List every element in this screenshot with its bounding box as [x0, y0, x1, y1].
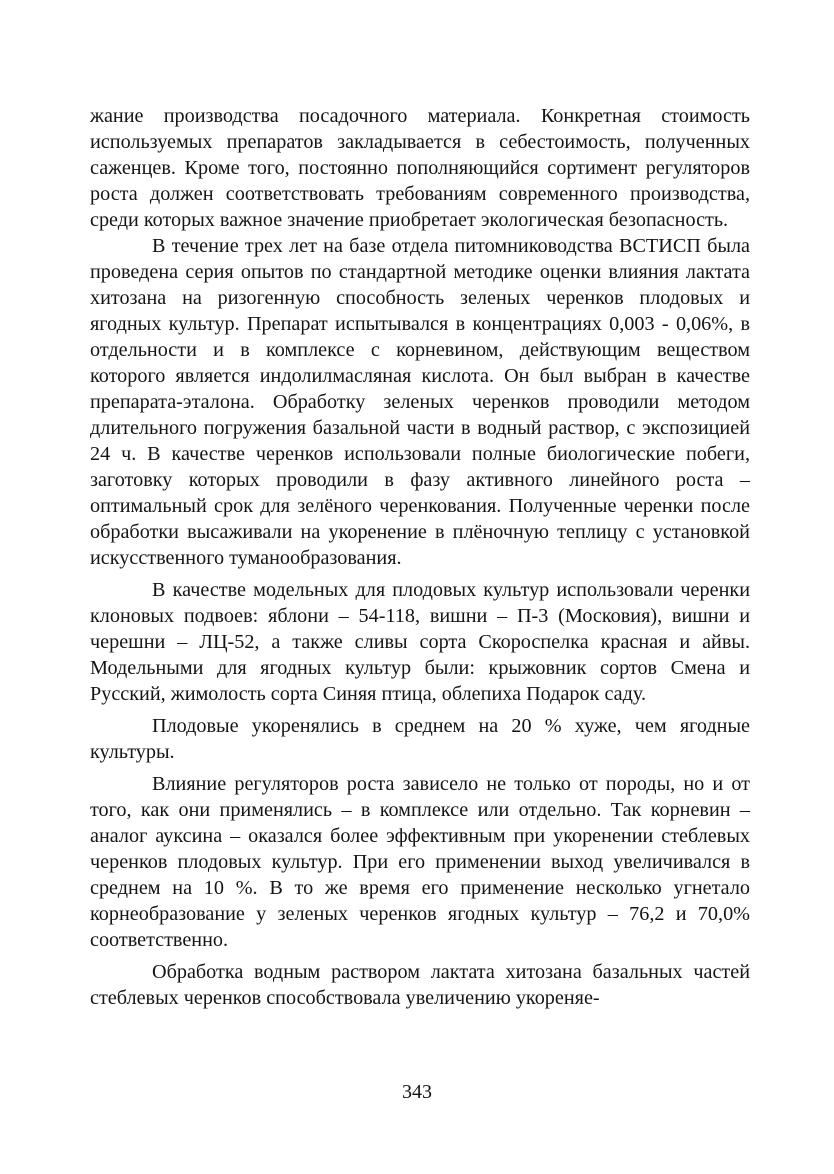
paragraph-growth-regulators: Влияние регуляторов роста зависело не только от породы, но и от того, как они применялись – в комплексе или отдельно. Так корневин – аналог ауксина – оказался более эффективным при укоренении стеблевых черенков плодовых культур. При его применении выход увеличивался в среднем на 10 %. В то же время его применение несколько угнетало корнеобразование у зеленых черенков ягодных культур – 76,2 и 70,0% соответственно.: [90, 773, 750, 951]
paragraph-continuation: жание производства посадочного материала. Конкретная стоимость используемых препаратов закладывается в себестоимость, полученных саженцев. Кроме того, постоянно пополняющийся сортимент регуляторов роста должен соответствовать требованиям современного производства, среди которых важное значение приобретает экологическая безопасность.: [90, 105, 750, 231]
paragraph-experiment-methods: В течение трех лет на базе отдела питомниководства ВСТИСП была проведена серия опытов по стандартной методике оценки влияния лактата хитозана на ризогенную способность зеленых черенков плодовых и ягодных культур. Препарат испытывался в концентрациях 0,003 - 0,06%, в отдельности и в комплексе с корневином, действующим веществом которого является индолилмасляная кислота. Он был выбран в качестве препарата-эталона. Обработку зеленых черенков проводили методом длительного погружения базальной части в водный раствор, с экспозицией 24 ч. В качестве черенков использовали полные биологические побеги, заготовку которых проводили в фазу активного линейного роста – оптимальный срок для зелёного черенкования. Полученные черенки после обработки высаживали на укоренение в плёночную теплицу с установкой искусственного туманообразования.: [90, 235, 750, 569]
paragraph-chitosan-treatment: Обработка водным раствором лактата хитозана базальных частей стеблевых черенков способствовала увеличению укореняе-: [90, 961, 750, 1009]
paragraph-model-cultures: В качестве модельных для плодовых культур использовали черенки клоновых подвоев: яблони – 54-118, вишни – П-3 (Московия), вишни и черешни – ЛЦ-52, а также сливы сорта Скороспелка красная и айвы. Модельными для ягодных культур были: крыжовник сортов Смена и Русский, жимолость сорта Синяя птица, облепиха Подарок саду.: [90, 579, 750, 705]
paragraph-rooting-comparison: Плодовые укоренялись в среднем на 20 % хуже, чем ягодные культуры.: [90, 715, 750, 763]
body-text: [90, 103, 750, 1011]
page-number: 343: [402, 1081, 432, 1103]
